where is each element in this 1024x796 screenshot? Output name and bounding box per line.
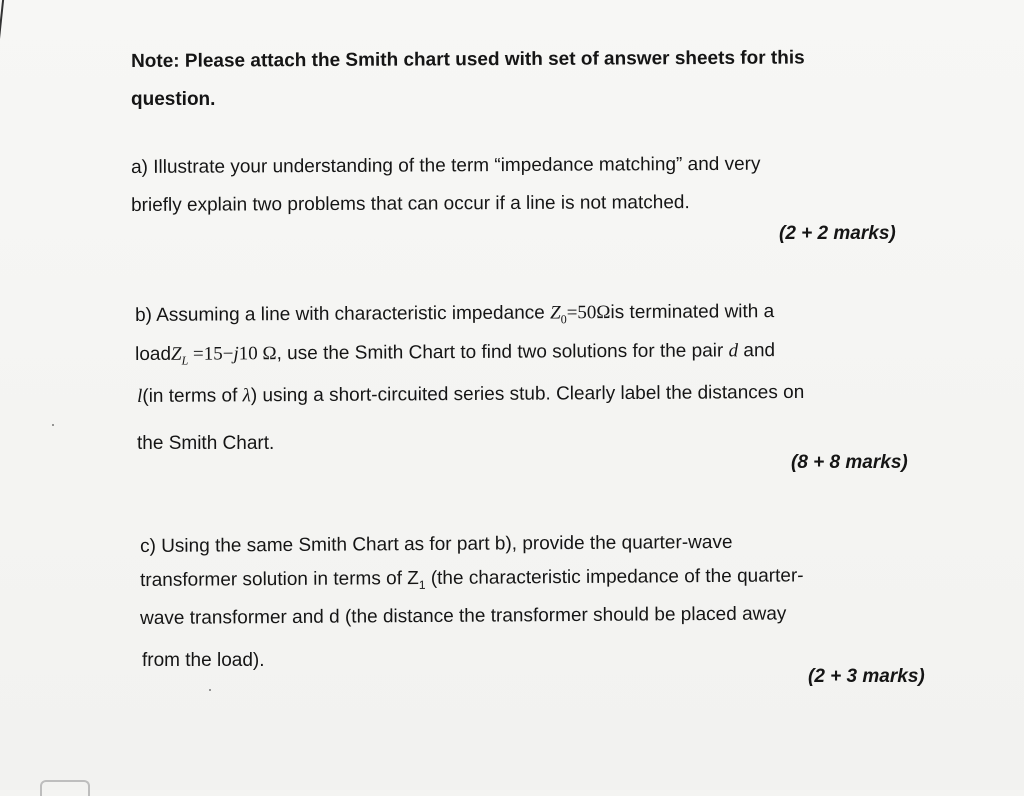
z0-expression bbox=[550, 302, 611, 327]
part-b-line-2 bbox=[135, 341, 775, 367]
part-c-line-2 bbox=[140, 566, 804, 592]
part-c-line-3: wave transformer and d (the distance the transformer should be placed away bbox=[139, 603, 787, 629]
part-c-line-2-post: (the characteristic impedance of the quarter- bbox=[425, 565, 804, 590]
l-var: l bbox=[136, 385, 143, 407]
note-line-2: question. bbox=[131, 89, 216, 110]
part-a-marks: (2 + 2 marks) bbox=[779, 223, 896, 244]
speck bbox=[52, 424, 54, 426]
part-a-line-1: a) Illustrate your understanding of the term “impedance matching” and very bbox=[130, 153, 761, 178]
part-b-load-label: load bbox=[134, 343, 172, 365]
part-c-line-2-pre: transformer solution in terms of Z bbox=[139, 568, 419, 591]
part-c-marks: (2 + 3 marks) bbox=[808, 666, 925, 687]
speck bbox=[209, 689, 211, 691]
zl-j: j bbox=[233, 343, 239, 365]
part-b-line-4: the Smith Chart. bbox=[137, 433, 275, 454]
part-b-line-3 bbox=[137, 383, 804, 406]
part-b-line-3-post: ) using a short-circuited series stub. Clearly label the distances on bbox=[250, 381, 805, 407]
z0-var: Z bbox=[550, 302, 561, 324]
zl-sub: L bbox=[181, 353, 189, 368]
page-corner-mark bbox=[0, 0, 14, 40]
zl-var: Z bbox=[170, 343, 182, 365]
z0-sub: 0 bbox=[560, 312, 567, 327]
z0-value: =50Ω bbox=[566, 302, 611, 324]
d-var: d bbox=[728, 340, 739, 362]
page-tab-edge bbox=[40, 780, 90, 796]
zl-num: 10 Ω bbox=[238, 343, 277, 365]
part-b-line-1-post: is terminated with a bbox=[610, 301, 775, 324]
note-line-1: Note: Please attach the Smith chart used with set of answer sheets for this bbox=[130, 47, 805, 72]
part-a-line-2: briefly explain two problems that can occur if a line is not matched. bbox=[130, 192, 690, 216]
part-c-line-1: c) Using the same Smith Chart as for part b), provide the quarter-wave bbox=[139, 531, 733, 557]
part-b-marks: (8 + 8 marks) bbox=[791, 452, 908, 473]
part-b-line-3-mid: (in terms of bbox=[142, 385, 238, 407]
lambda-symbol: λ bbox=[242, 385, 251, 407]
zl-value: =15− bbox=[192, 343, 234, 365]
part-c-z1-sub: 1 bbox=[418, 577, 426, 592]
part-b-line-1-text: b) Assuming a line with characteristic impedance bbox=[134, 302, 545, 326]
part-b-line-1 bbox=[135, 302, 774, 328]
part-b-line-2-post: and bbox=[743, 340, 776, 362]
part-b-line-2-mid: , use the Smith Chart to find two solutions for the pair bbox=[276, 340, 724, 365]
zl-expression bbox=[170, 343, 277, 368]
part-c-line-4: from the load). bbox=[142, 650, 265, 671]
